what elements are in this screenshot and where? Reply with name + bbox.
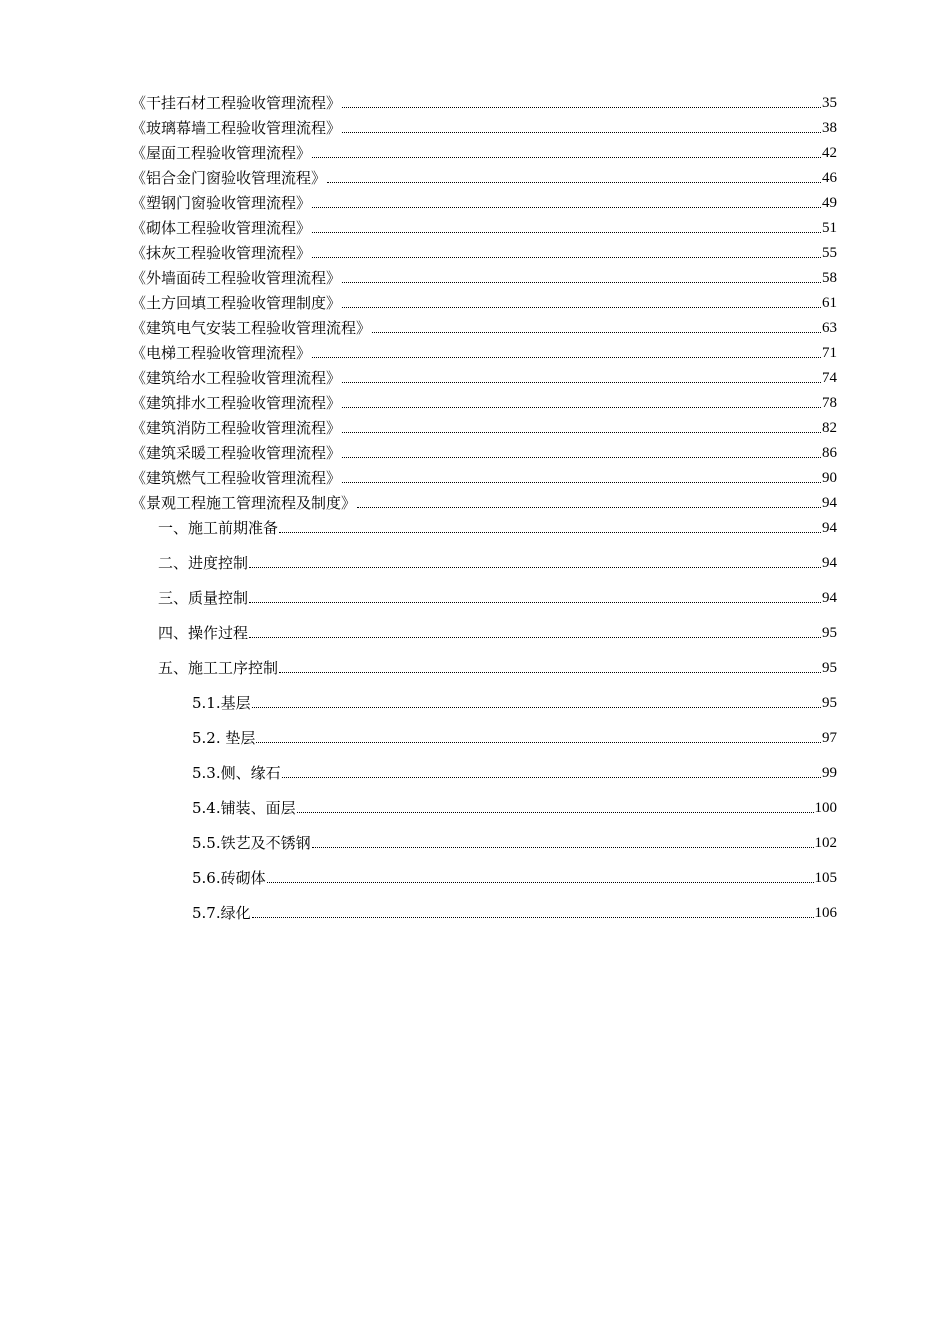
toc-entry[interactable]: [158, 653, 837, 677]
toc-entry-title: 五、施工工序控制: [158, 659, 279, 677]
toc-entry-title: 一、施工前期准备: [158, 519, 279, 537]
toc-dot-leader: [372, 332, 821, 333]
toc-entry[interactable]: [131, 488, 837, 512]
toc-dot-leader: [312, 357, 821, 358]
toc-entry-page: 105: [814, 870, 837, 886]
toc-entry-page: 61: [822, 295, 837, 311]
toc-entry[interactable]: [131, 213, 837, 237]
toc-entry[interactable]: [131, 313, 837, 337]
toc-dot-leader: [342, 307, 821, 308]
toc-entry-title: 二、进度控制: [158, 554, 249, 572]
toc-dot-leader: [252, 917, 814, 918]
toc-entry-page: 35: [822, 95, 837, 111]
toc-entry[interactable]: [192, 688, 837, 712]
toc-entry-page: 58: [822, 270, 837, 286]
toc-entry-title: 《塑钢门窗验收管理流程》: [131, 194, 312, 212]
toc-dot-leader: [249, 567, 821, 568]
toc-entry-page: 78: [822, 395, 837, 411]
toc-dot-leader: [282, 777, 821, 778]
toc-entry-title: 5.6.砖砌体: [192, 869, 266, 887]
toc-entry-title: 《建筑电气安装工程验收管理流程》: [131, 319, 372, 337]
toc-dot-leader: [342, 132, 821, 133]
toc-entry-title: 三、质量控制: [158, 589, 249, 607]
toc-entry-title: 《抹灰工程验收管理流程》: [131, 244, 312, 262]
toc-dot-leader: [342, 432, 821, 433]
toc-entry[interactable]: [131, 238, 837, 262]
toc-entry[interactable]: [158, 548, 837, 572]
toc-entry[interactable]: [192, 793, 837, 817]
toc-entry-title: 《干挂石材工程验收管理流程》: [131, 94, 342, 112]
toc-dot-leader: [312, 207, 821, 208]
toc-entry-page: 71: [822, 345, 837, 361]
toc-entry[interactable]: [131, 263, 837, 287]
toc-entry-title: 《电梯工程验收管理流程》: [131, 344, 312, 362]
toc-dot-leader: [327, 182, 821, 183]
toc-entry[interactable]: [131, 438, 837, 462]
toc-entry-title: 《建筑采暖工程验收管理流程》: [131, 444, 342, 462]
toc-entry-title: 《土方回填工程验收管理制度》: [131, 294, 342, 312]
toc-entry[interactable]: [192, 723, 837, 747]
toc-entry-page: 38: [822, 120, 837, 136]
toc-entry-page: 100: [814, 800, 837, 816]
toc-dot-leader: [342, 107, 821, 108]
toc-entry[interactable]: [131, 188, 837, 212]
toc-entry[interactable]: [131, 413, 837, 437]
toc-entry-page: 55: [822, 245, 837, 261]
toc-entry-page: 46: [822, 170, 837, 186]
toc-entry-page: 86: [822, 445, 837, 461]
toc-dot-leader: [342, 457, 821, 458]
toc-entry[interactable]: [158, 513, 837, 537]
toc-dot-leader: [312, 157, 821, 158]
toc-dot-leader: [342, 382, 821, 383]
toc-entry[interactable]: [192, 898, 837, 922]
toc-entry[interactable]: [158, 618, 837, 642]
toc-entry-page: 51: [822, 220, 837, 236]
toc-entry[interactable]: [192, 828, 837, 852]
toc-entry[interactable]: [131, 163, 837, 187]
toc-entry-title: 四、操作过程: [158, 624, 249, 642]
toc-entry-page: 63: [822, 320, 837, 336]
toc-entry-title: 5.1.基层: [192, 694, 251, 712]
toc-dot-leader: [256, 742, 821, 743]
toc-entry-title: 5.4.铺装、面层: [192, 799, 296, 817]
toc-entry-page: 97: [822, 730, 837, 746]
toc-entry-page: 74: [822, 370, 837, 386]
toc-entry-title: 《建筑消防工程验收管理流程》: [131, 419, 342, 437]
toc-dot-leader: [279, 672, 821, 673]
toc-entry[interactable]: [192, 758, 837, 782]
toc-entry[interactable]: [131, 338, 837, 362]
toc-entry-page: 49: [822, 195, 837, 211]
toc-dot-leader: [297, 812, 814, 813]
toc-entry-title: 《玻璃幕墙工程验收管理流程》: [131, 119, 342, 137]
toc-dot-leader: [342, 407, 821, 408]
toc-dot-leader: [279, 532, 821, 533]
toc-entry[interactable]: [131, 113, 837, 137]
toc-dot-leader: [252, 707, 821, 708]
toc-dot-leader: [249, 602, 821, 603]
toc-dot-leader: [342, 482, 821, 483]
toc-entry-title: 5.7.绿化: [192, 904, 251, 922]
toc-entry-title: 5.3.侧、缘石: [192, 764, 281, 782]
toc-entry[interactable]: [131, 138, 837, 162]
toc-entry-title: 《铝合金门窗验收管理流程》: [131, 169, 327, 187]
toc-dot-leader: [357, 507, 821, 508]
toc-entry[interactable]: [131, 363, 837, 387]
toc-entry-page: 106: [814, 905, 837, 921]
toc-entry[interactable]: [131, 463, 837, 487]
toc-entry-title: 《建筑给水工程验收管理流程》: [131, 369, 342, 387]
toc-dot-leader: [267, 882, 814, 883]
toc-dot-leader: [312, 847, 814, 848]
toc-entry[interactable]: [158, 583, 837, 607]
toc-dot-leader: [312, 257, 821, 258]
toc-entry-title: 《砌体工程验收管理流程》: [131, 219, 312, 237]
toc-entry-title: 《建筑排水工程验收管理流程》: [131, 394, 342, 412]
toc-dot-leader: [342, 282, 821, 283]
toc-dot-leader: [312, 232, 821, 233]
toc-entry-page: 94: [822, 555, 837, 571]
toc-entry-page: 102: [814, 835, 837, 851]
toc-entry-page: 94: [822, 495, 837, 511]
toc-entry-page: 42: [822, 145, 837, 161]
toc-entry-page: 94: [822, 590, 837, 606]
toc-entry[interactable]: [131, 288, 837, 312]
toc-entry-page: 82: [822, 420, 837, 436]
toc-entry[interactable]: [131, 88, 837, 112]
toc-entry-page: 95: [822, 695, 837, 711]
toc-entry-title: 《外墙面砖工程验收管理流程》: [131, 269, 342, 287]
toc-entry[interactable]: [131, 388, 837, 412]
toc-entry[interactable]: [192, 863, 837, 887]
toc-entry-title: 《景观工程施工管理流程及制度》: [131, 494, 357, 512]
toc-entry-page: 99: [822, 765, 837, 781]
toc-entry-title: 5.5.铁艺及不锈钢: [192, 834, 311, 852]
toc-dot-leader: [249, 637, 821, 638]
toc-entry-page: 95: [822, 660, 837, 676]
toc-entry-page: 90: [822, 470, 837, 486]
toc-entry-title: 《屋面工程验收管理流程》: [131, 144, 312, 162]
toc-entry-page: 94: [822, 520, 837, 536]
toc-entry-page: 95: [822, 625, 837, 641]
toc-entry-title: 5.2. 垫层: [192, 729, 256, 747]
toc-entry-title: 《建筑燃气工程验收管理流程》: [131, 469, 342, 487]
